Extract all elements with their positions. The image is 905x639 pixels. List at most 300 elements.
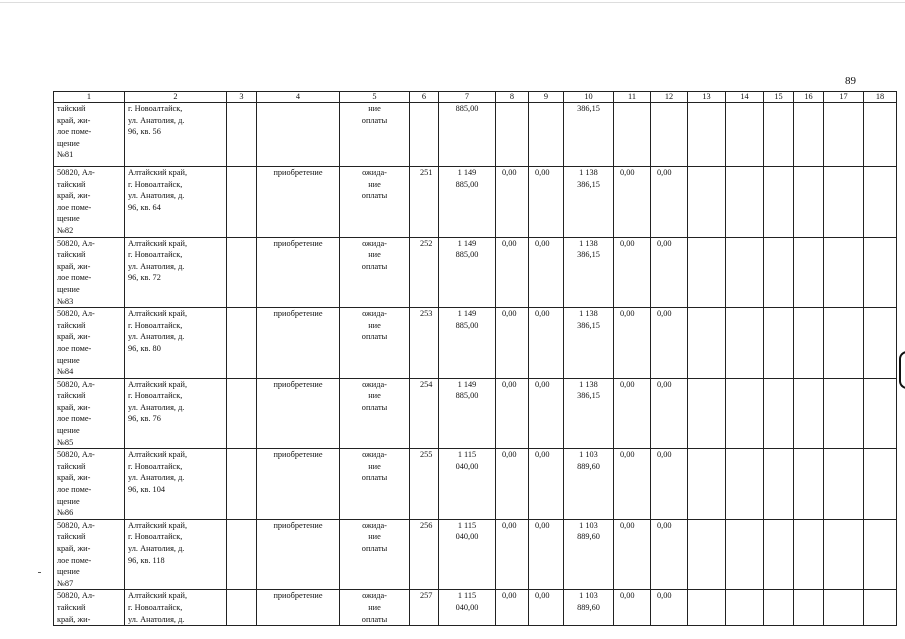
table-cell-empty bbox=[864, 590, 897, 626]
table-cell-empty bbox=[794, 519, 824, 590]
table-cell-c6: 251 bbox=[410, 167, 439, 238]
table-cell-empty bbox=[764, 590, 794, 626]
column-header: 7 bbox=[439, 92, 496, 103]
table-cell-c6: 257 bbox=[410, 590, 439, 626]
table-cell-c1 bbox=[54, 449, 125, 520]
cell-line: ул. Анатолия, д. bbox=[128, 473, 185, 483]
cell-line: 1 138 bbox=[579, 379, 598, 389]
scan-artifact-line bbox=[0, 2, 905, 3]
table-cell-c11: 0,00 bbox=[614, 378, 651, 449]
cell-line: 1 103 bbox=[579, 450, 598, 460]
table-cell-c8: 0,00 bbox=[496, 237, 529, 308]
table-row bbox=[54, 308, 897, 379]
cell-line: г. Новоалтайск, bbox=[128, 179, 183, 189]
table-cell-empty bbox=[824, 449, 864, 520]
table-cell-c4: приобретение bbox=[257, 449, 340, 520]
table-cell-empty bbox=[764, 237, 794, 308]
cell-line: ожида- bbox=[362, 309, 387, 319]
table-cell-c11: 0,00 bbox=[614, 449, 651, 520]
cell-line: ожида- bbox=[362, 520, 387, 530]
table-cell-c1 bbox=[54, 237, 125, 308]
table-cell-c8: 0,00 bbox=[496, 519, 529, 590]
table-cell-empty bbox=[688, 167, 726, 238]
cell-line: лое поме- bbox=[57, 202, 92, 212]
table-cell-c2 bbox=[125, 378, 227, 449]
table-cell-c2 bbox=[125, 308, 227, 379]
cell-line: 50820, Ал- bbox=[57, 520, 95, 530]
table-cell-c10 bbox=[564, 167, 614, 238]
column-header: 2 bbox=[125, 92, 227, 103]
table-cell-c6: 256 bbox=[410, 519, 439, 590]
cell-line: щение bbox=[57, 138, 80, 148]
column-header: 14 bbox=[726, 92, 764, 103]
table-cell-c6: 253 bbox=[410, 308, 439, 379]
table-cell-c9: 0,00 bbox=[529, 378, 564, 449]
table-cell-c6: 255 bbox=[410, 449, 439, 520]
cell-line: тайский bbox=[57, 320, 86, 330]
cell-line: ние bbox=[368, 391, 381, 401]
cell-line: 1 138 bbox=[579, 168, 598, 177]
cell-line: щение bbox=[57, 214, 80, 224]
cell-line: лое поме- bbox=[57, 414, 92, 424]
cell-line: тайский bbox=[57, 532, 86, 542]
table-cell-empty bbox=[726, 449, 764, 520]
table-cell-c1 bbox=[54, 519, 125, 590]
table-cell-empty bbox=[726, 237, 764, 308]
table-cell-empty bbox=[764, 378, 794, 449]
table-cell-c4: приобретение bbox=[257, 167, 340, 238]
cell-line: оплаты bbox=[361, 544, 388, 553]
cell-line: ул. Анатолия, д. bbox=[128, 261, 185, 271]
cell-line: лое поме- bbox=[57, 127, 92, 137]
table-cell-empty bbox=[688, 449, 726, 520]
column-header: 13 bbox=[688, 92, 726, 103]
cell-line: ожида- bbox=[362, 591, 387, 601]
table-cell-c4: приобретение bbox=[257, 590, 340, 626]
table-cell-empty bbox=[688, 308, 726, 379]
table-body bbox=[54, 103, 897, 626]
table-cell-empty bbox=[688, 237, 726, 308]
table-cell-c12: 0,00 bbox=[651, 519, 688, 590]
table-cell-c3 bbox=[227, 378, 257, 449]
table-cell-empty bbox=[864, 103, 897, 167]
table-cell-c11: 0,00 bbox=[614, 308, 651, 379]
table-cell-empty bbox=[864, 449, 897, 520]
cell-line: Алтайский край, bbox=[128, 450, 188, 460]
table-cell-c11: 0,00 bbox=[614, 237, 651, 308]
table-cell-c6 bbox=[410, 103, 439, 167]
cell-line: оплаты bbox=[361, 473, 388, 483]
table-cell-empty bbox=[864, 308, 897, 379]
cell-line: 040,00 bbox=[455, 532, 479, 542]
table-cell-c10 bbox=[564, 519, 614, 590]
column-header: 15 bbox=[764, 92, 794, 103]
table-cell-c4: приобретение bbox=[257, 237, 340, 308]
cell-line: 885,00 bbox=[455, 104, 479, 113]
table-cell-c9: 0,00 bbox=[529, 308, 564, 379]
cell-line: лое поме- bbox=[57, 343, 92, 353]
cell-line: 96, кв. 80 bbox=[128, 343, 161, 353]
table-cell-c3 bbox=[227, 103, 257, 167]
cell-line: щение bbox=[57, 355, 80, 365]
registry-table bbox=[53, 91, 897, 626]
cell-line: тайский bbox=[57, 602, 86, 612]
table-cell-c5 bbox=[340, 167, 410, 238]
cell-line: 96, кв. 56 bbox=[128, 127, 161, 137]
column-header: 5 bbox=[340, 92, 410, 103]
cell-line: 50820, Ал- bbox=[57, 591, 95, 601]
page-number: 89 bbox=[845, 75, 856, 87]
cell-line: 96, кв. 76 bbox=[128, 414, 161, 424]
cell-line: 885,00 bbox=[455, 250, 479, 260]
table-cell-c4: приобретение bbox=[257, 308, 340, 379]
cell-line: 96, кв. 64 bbox=[128, 202, 161, 212]
cell-line: г. Новоалтайск, bbox=[128, 461, 183, 471]
cell-line: 1 138 bbox=[579, 238, 598, 248]
cell-line: ние bbox=[368, 602, 381, 612]
cell-line: ул. Анатолия, д. bbox=[128, 402, 185, 412]
column-header: 10 bbox=[564, 92, 614, 103]
table-cell-c7 bbox=[439, 519, 496, 590]
cell-line: ние bbox=[368, 250, 381, 260]
table-cell-c10 bbox=[564, 449, 614, 520]
table-cell-c4 bbox=[257, 103, 340, 167]
table-cell-empty bbox=[726, 103, 764, 167]
cell-line: 50820, Ал- bbox=[57, 450, 95, 460]
table-cell-c7 bbox=[439, 590, 496, 626]
table-cell-c3 bbox=[227, 167, 257, 238]
table-cell-c7 bbox=[439, 103, 496, 167]
table-cell-empty bbox=[688, 378, 726, 449]
table-cell-c8: 0,00 bbox=[496, 590, 529, 626]
table-cell-c12 bbox=[651, 103, 688, 167]
cell-line: 386,15 bbox=[577, 104, 600, 113]
table-cell-c12: 0,00 bbox=[651, 590, 688, 626]
cell-line: 96, кв. 72 bbox=[128, 273, 161, 283]
table-cell-empty bbox=[794, 237, 824, 308]
cell-line: ние bbox=[368, 320, 381, 330]
table-cell-c3 bbox=[227, 449, 257, 520]
table-cell-c9: 0,00 bbox=[529, 590, 564, 626]
column-header: 8 bbox=[496, 92, 529, 103]
cell-line: г. Новоалтайск, bbox=[128, 250, 183, 260]
table-cell-empty bbox=[824, 378, 864, 449]
cell-line: ожида- bbox=[362, 450, 387, 460]
table-cell-c5 bbox=[340, 519, 410, 590]
cell-line: край, жи- bbox=[57, 115, 91, 125]
cell-line: Алтайский край, bbox=[128, 591, 188, 601]
table-cell-c8: 0,00 bbox=[496, 378, 529, 449]
table-cell-empty bbox=[794, 308, 824, 379]
cell-line: №83 bbox=[57, 296, 74, 306]
cell-line: Алтайский край, bbox=[128, 168, 188, 177]
column-number-header-row bbox=[54, 92, 897, 103]
cell-line: ул. Анатолия, д. bbox=[128, 614, 185, 624]
cell-line: 889,60 bbox=[577, 532, 600, 542]
table-row bbox=[54, 519, 897, 590]
table-cell-c6: 254 bbox=[410, 378, 439, 449]
table-cell-c12: 0,00 bbox=[651, 308, 688, 379]
cell-line: оплаты bbox=[361, 614, 388, 624]
cell-line: щение bbox=[57, 426, 80, 436]
table-cell-c12: 0,00 bbox=[651, 237, 688, 308]
cell-line: 1 149 bbox=[457, 379, 477, 389]
cell-line: оплаты bbox=[361, 402, 388, 412]
cell-line: 50820, Ал- bbox=[57, 168, 95, 177]
table-cell-c12: 0,00 bbox=[651, 378, 688, 449]
cell-line: №87 bbox=[57, 578, 74, 588]
table-cell-c5 bbox=[340, 308, 410, 379]
table-cell-empty bbox=[824, 237, 864, 308]
table-cell-c3 bbox=[227, 237, 257, 308]
cell-line: щение bbox=[57, 284, 80, 294]
stray-mark bbox=[38, 572, 41, 573]
table-cell-empty bbox=[726, 378, 764, 449]
cell-line: 1 149 bbox=[457, 309, 477, 319]
cell-line: тайский bbox=[57, 179, 86, 189]
table-cell-c8: 0,00 bbox=[496, 167, 529, 238]
cell-line: 96, кв. 104 bbox=[128, 485, 165, 495]
table-cell-c1 bbox=[54, 590, 125, 626]
table-cell-empty bbox=[824, 308, 864, 379]
cell-line: г. Новоалтайск, bbox=[128, 602, 183, 612]
cell-line: щение bbox=[57, 496, 80, 506]
table-cell-c12: 0,00 bbox=[651, 449, 688, 520]
cell-line: ние bbox=[368, 179, 381, 189]
table-cell-empty bbox=[864, 519, 897, 590]
table-cell-c5 bbox=[340, 590, 410, 626]
table-cell-c11: 0,00 bbox=[614, 590, 651, 626]
table-cell-c9: 0,00 bbox=[529, 519, 564, 590]
column-header: 12 bbox=[651, 92, 688, 103]
table-cell-empty bbox=[764, 519, 794, 590]
table-cell-c5 bbox=[340, 103, 410, 167]
table-cell-c5 bbox=[340, 449, 410, 520]
cell-line: оплаты bbox=[361, 115, 388, 125]
table-cell-c10 bbox=[564, 103, 614, 167]
cell-line: г. Новоалтайск, bbox=[128, 391, 183, 401]
cell-line: 50820, Ал- bbox=[57, 379, 95, 389]
cell-line: ожида- bbox=[362, 379, 387, 389]
table-cell-c10 bbox=[564, 308, 614, 379]
cell-line: ожида- bbox=[362, 238, 387, 248]
cell-line: лое поме- bbox=[57, 485, 92, 495]
column-header: 17 bbox=[824, 92, 864, 103]
table-cell-c4: приобретение bbox=[257, 378, 340, 449]
cell-line: ул. Анатолия, д. bbox=[128, 115, 185, 125]
table-cell-c3 bbox=[227, 308, 257, 379]
cell-line: Алтайский край, bbox=[128, 520, 188, 530]
cell-line: 386,15 bbox=[577, 391, 600, 401]
cell-line: Алтайский край, bbox=[128, 309, 188, 319]
table-cell-empty bbox=[824, 590, 864, 626]
cell-line: ул. Анатолия, д. bbox=[128, 544, 185, 553]
cell-line: 885,00 bbox=[455, 320, 479, 330]
table-cell-empty bbox=[794, 103, 824, 167]
table-cell-empty bbox=[726, 308, 764, 379]
table-cell-empty bbox=[726, 590, 764, 626]
table-cell-c3 bbox=[227, 590, 257, 626]
table-row bbox=[54, 167, 897, 238]
cell-line: край, жи- bbox=[57, 614, 91, 624]
table-cell-empty bbox=[794, 449, 824, 520]
table-row bbox=[54, 378, 897, 449]
cell-line: 1 103 bbox=[579, 520, 598, 530]
table-cell-empty bbox=[726, 167, 764, 238]
table-cell-c2 bbox=[125, 590, 227, 626]
cell-line: оплаты bbox=[361, 191, 388, 201]
table-cell-empty bbox=[864, 237, 897, 308]
cell-line: №86 bbox=[57, 508, 74, 518]
cell-line: №84 bbox=[57, 367, 74, 377]
table-cell-empty bbox=[824, 103, 864, 167]
cell-line: 96, кв. 118 bbox=[128, 555, 165, 565]
table-cell-empty bbox=[864, 378, 897, 449]
table-cell-c9: 0,00 bbox=[529, 449, 564, 520]
table-cell-c1 bbox=[54, 103, 125, 167]
cell-line: 040,00 bbox=[455, 602, 479, 612]
table-cell-c8: 0,00 bbox=[496, 308, 529, 379]
cell-line: ожида- bbox=[362, 168, 387, 177]
column-header: 1 bbox=[54, 92, 125, 103]
table-cell-c1 bbox=[54, 308, 125, 379]
cell-line: 1 138 bbox=[579, 309, 598, 319]
table-row bbox=[54, 449, 897, 520]
table-cell-c7 bbox=[439, 308, 496, 379]
table-cell-c10 bbox=[564, 590, 614, 626]
cell-line: 1 115 bbox=[457, 450, 477, 460]
table-cell-c9: 0,00 bbox=[529, 237, 564, 308]
table-row bbox=[54, 237, 897, 308]
column-header: 16 bbox=[794, 92, 824, 103]
cell-line: тайский bbox=[57, 461, 86, 471]
cell-line: ул. Анатолия, д. bbox=[128, 191, 185, 201]
table-cell-c7 bbox=[439, 167, 496, 238]
table-cell-c10 bbox=[564, 237, 614, 308]
cell-line: 889,60 bbox=[577, 461, 600, 471]
table-cell-c9: 0,00 bbox=[529, 167, 564, 238]
cell-line: край, жи- bbox=[57, 473, 91, 483]
cell-line: тайский bbox=[57, 104, 86, 113]
table-cell-empty bbox=[688, 519, 726, 590]
cell-line: ние bbox=[368, 532, 381, 542]
table-cell-empty bbox=[764, 449, 794, 520]
table-cell-c11: 0,00 bbox=[614, 519, 651, 590]
cell-line: г. Новоалтайск, bbox=[128, 532, 183, 542]
table-cell-empty bbox=[688, 590, 726, 626]
cell-line: край, жи- bbox=[57, 332, 91, 342]
cell-line: 1 115 bbox=[457, 520, 477, 530]
table-cell-empty bbox=[764, 308, 794, 379]
cell-line: ние bbox=[368, 104, 381, 113]
cell-line: тайский bbox=[57, 391, 86, 401]
column-header: 18 bbox=[864, 92, 897, 103]
table-cell-c6: 252 bbox=[410, 237, 439, 308]
table-cell-c7 bbox=[439, 237, 496, 308]
table-cell-c3 bbox=[227, 519, 257, 590]
cell-line: край, жи- bbox=[57, 402, 91, 412]
column-header: 11 bbox=[614, 92, 651, 103]
cell-line: 386,15 bbox=[577, 250, 600, 260]
table-cell-empty bbox=[764, 167, 794, 238]
table-cell-c5 bbox=[340, 237, 410, 308]
table-cell-c5 bbox=[340, 378, 410, 449]
cell-line: 50820, Ал- bbox=[57, 238, 95, 248]
cell-line: лое поме- bbox=[57, 273, 92, 283]
cell-line: край, жи- bbox=[57, 261, 91, 271]
cell-line: 040,00 bbox=[455, 461, 479, 471]
cell-line: край, жи- bbox=[57, 191, 91, 201]
cell-line: №82 bbox=[57, 225, 74, 235]
table-cell-c2 bbox=[125, 103, 227, 167]
table-cell-c2 bbox=[125, 449, 227, 520]
table-cell-c11: 0,00 bbox=[614, 167, 651, 238]
table-cell-empty bbox=[726, 519, 764, 590]
cell-line: Алтайский край, bbox=[128, 379, 188, 389]
table-cell-c7 bbox=[439, 449, 496, 520]
table-cell-empty bbox=[864, 167, 897, 238]
column-header: 6 bbox=[410, 92, 439, 103]
cell-line: тайский bbox=[57, 250, 86, 260]
cell-line: 50820, Ал- bbox=[57, 309, 95, 319]
column-header: 4 bbox=[257, 92, 340, 103]
table-cell-c10 bbox=[564, 378, 614, 449]
cell-line: 889,60 bbox=[577, 602, 600, 612]
column-header: 3 bbox=[227, 92, 257, 103]
cell-line: ние bbox=[368, 461, 381, 471]
cell-line: 1 103 bbox=[579, 591, 598, 601]
table-cell-c2 bbox=[125, 167, 227, 238]
cell-line: оплаты bbox=[361, 261, 388, 271]
table-cell-empty bbox=[764, 103, 794, 167]
cell-line: 885,00 bbox=[455, 391, 479, 401]
cell-line: 1 115 bbox=[457, 591, 477, 601]
table-cell-c8 bbox=[496, 103, 529, 167]
cell-line: 386,15 bbox=[577, 320, 600, 330]
table-cell-c1 bbox=[54, 167, 125, 238]
cell-line: №81 bbox=[57, 150, 74, 160]
column-header: 9 bbox=[529, 92, 564, 103]
cell-line: оплаты bbox=[361, 332, 388, 342]
cell-line: 1 149 bbox=[457, 168, 477, 177]
table-cell-empty bbox=[794, 167, 824, 238]
table-cell-c11 bbox=[614, 103, 651, 167]
table-cell-c9 bbox=[529, 103, 564, 167]
table-cell-c2 bbox=[125, 519, 227, 590]
table-cell-empty bbox=[824, 519, 864, 590]
cell-line: г. Новоалтайск, bbox=[128, 320, 183, 330]
table-cell-c1 bbox=[54, 378, 125, 449]
table-row bbox=[54, 103, 897, 167]
cell-line: ул. Анатолия, д. bbox=[128, 332, 185, 342]
cell-line: 885,00 bbox=[455, 179, 479, 189]
table-cell-empty bbox=[794, 378, 824, 449]
table-cell-empty bbox=[794, 590, 824, 626]
table-cell-c7 bbox=[439, 378, 496, 449]
cell-line: Алтайский край, bbox=[128, 238, 188, 248]
cell-line: 1 149 bbox=[457, 238, 477, 248]
cell-line: №85 bbox=[57, 437, 74, 447]
table-cell-empty bbox=[824, 167, 864, 238]
cell-line: лое поме- bbox=[57, 555, 92, 565]
cell-line: г. Новоалтайск, bbox=[128, 104, 183, 113]
cell-line: край, жи- bbox=[57, 544, 91, 553]
cell-line: щение bbox=[57, 567, 80, 577]
table-cell-c2 bbox=[125, 237, 227, 308]
table-row bbox=[54, 590, 897, 626]
cell-line: 386,15 bbox=[577, 179, 600, 189]
binding-bracket-mark bbox=[899, 351, 905, 389]
